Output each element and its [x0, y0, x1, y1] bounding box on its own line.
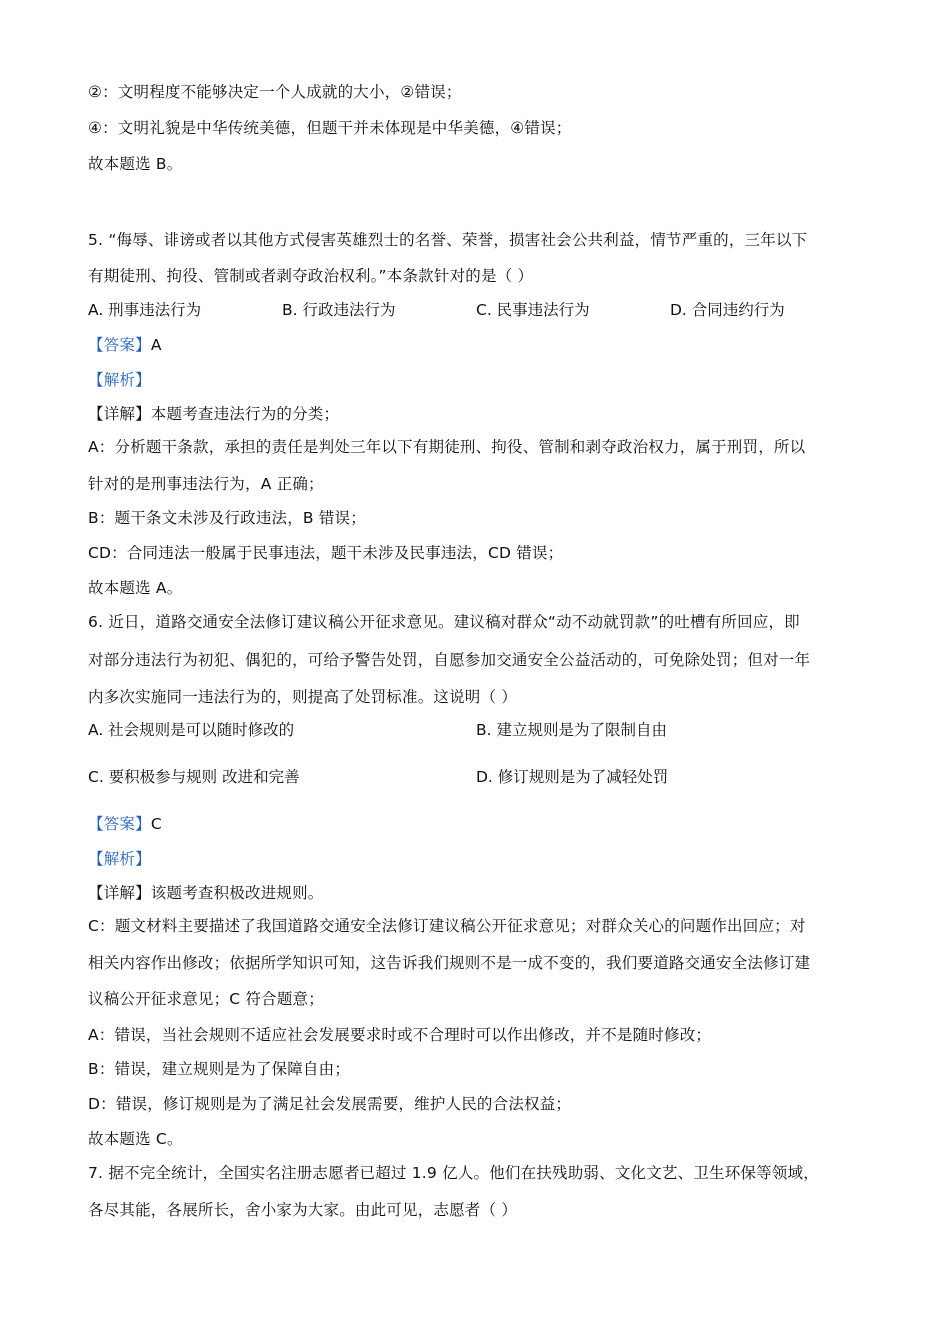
q5-answer-tag: 【答案】: [88, 336, 151, 354]
q6-option-c: C. 要积极参与规则 改进和完善: [88, 768, 300, 786]
q4-conclusion: 故本题选 B。: [88, 155, 183, 173]
q6-option-a: A. 社会规则是可以随时修改的: [88, 721, 295, 739]
q6-analysis-tag: 【解析】: [88, 850, 151, 868]
q5-detail: 【详解】本题考查违法行为的分类；: [88, 405, 340, 423]
q6-analysis-b: B：错误，建立规则是为了保障自由；: [88, 1060, 351, 1078]
q6-answer: [88, 814, 162, 834]
q5-conclusion: 故本题选 A。: [88, 579, 183, 597]
q5-option-d: D. 合同违约行为: [670, 301, 785, 319]
q4-analysis-line-4: ④：文明礼貌是中华传统美德，但题干并未体现是中华美德，④错误；: [88, 119, 572, 137]
q5-analysis-b: B：题干条文未涉及行政违法，B 错误；: [88, 509, 366, 527]
q5-option-b: B. 行政违法行为: [282, 301, 396, 319]
q6-answer-tag: 【答案】: [88, 815, 151, 833]
q5-analysis-a-2: 针对的是刑事违法行为，A 正确；: [88, 475, 324, 493]
q6-analysis-c-1: C：题文材料主要描述了我国道路交通安全法修订建议稿公开征求意见；对群众关心的问题作出回应；对: [88, 917, 806, 935]
q6-stem-line-1: 6. 近日，道路交通安全法修订建议稿公开征求意见。建议稿对群众“动不动就罚款”的吐槽有所回应，即: [88, 613, 800, 631]
q5-answer: [88, 335, 162, 355]
q5-option-a: A. 刑事违法行为: [88, 301, 202, 319]
q6-option-d: D. 修订规则是为了减轻处罚: [476, 768, 669, 786]
q5-stem-line-1: 5. “侮辱、诽谤或者以其他方式侵害英雄烈士的名誉、荣誉，损害社会公共利益，情节严重的，三年以下: [88, 231, 808, 249]
q5-analysis-a-1: A：分析题干条款，承担的责任是判处三年以下有期徒刑、拘役、管制和剥夺政治权力，属于刑罚，所以: [88, 438, 806, 456]
q6-analysis-d: D：错误，修订规则是为了满足社会发展需要，维护人民的合法权益；: [88, 1095, 572, 1113]
q5-analysis-cd: CD：合同违法一般属于民事违法，题干未涉及民事违法，CD 错误；: [88, 544, 564, 562]
q6-stem-line-3: 内多次实施同一违法行为的，则提高了处罚标准。这说明（ ）: [88, 688, 518, 706]
q6-analysis-c-3: 议稿公开征求意见；C 符合题意；: [88, 990, 324, 1008]
q6-answer-value: C: [150, 815, 162, 833]
q6-conclusion: 故本题选 C。: [88, 1130, 183, 1148]
q7-stem-line-2: 各尽其能，各展所长，舍小家为大家。由此可见，志愿者（ ）: [88, 1201, 518, 1219]
q6-stem-line-2: 对部分违法行为初犯、偶犯的，可给予警告处罚，自愿参加交通安全公益活动的，可免除处罚；但对一年: [88, 651, 811, 669]
q7-stem-line-1: 7. 据不完全统计，全国实名注册志愿者已超过 1.9 亿人。他们在扶残助弱、文化文艺、卫生环保等领域，: [88, 1164, 819, 1182]
q5-analysis-tag: 【解析】: [88, 371, 151, 389]
q6-analysis-c-2: 相关内容作出修改；依据所学知识可知，这告诉我们规则不是一成不变的，我们要道路交通安全法修订建: [88, 954, 811, 972]
q5-stem-line-2: 有期徒刑、拘役、管制或者剥夺政治权利。”本条款针对的是（ ）: [88, 267, 534, 285]
q5-answer-value: A: [150, 336, 162, 354]
q6-option-b: B. 建立规则是为了限制自由: [476, 721, 667, 739]
q5-option-c: C. 民事违法行为: [476, 301, 590, 319]
q4-analysis-line-2: ②：文明程度不能够决定一个人成就的大小，②错误；: [88, 83, 462, 101]
q6-detail: 【详解】该题考查积极改进规则。: [88, 884, 324, 902]
q6-analysis-a: A：错误，当社会规则不适应社会发展要求时或不合理时可以作出修改，并不是随时修改；: [88, 1026, 712, 1044]
